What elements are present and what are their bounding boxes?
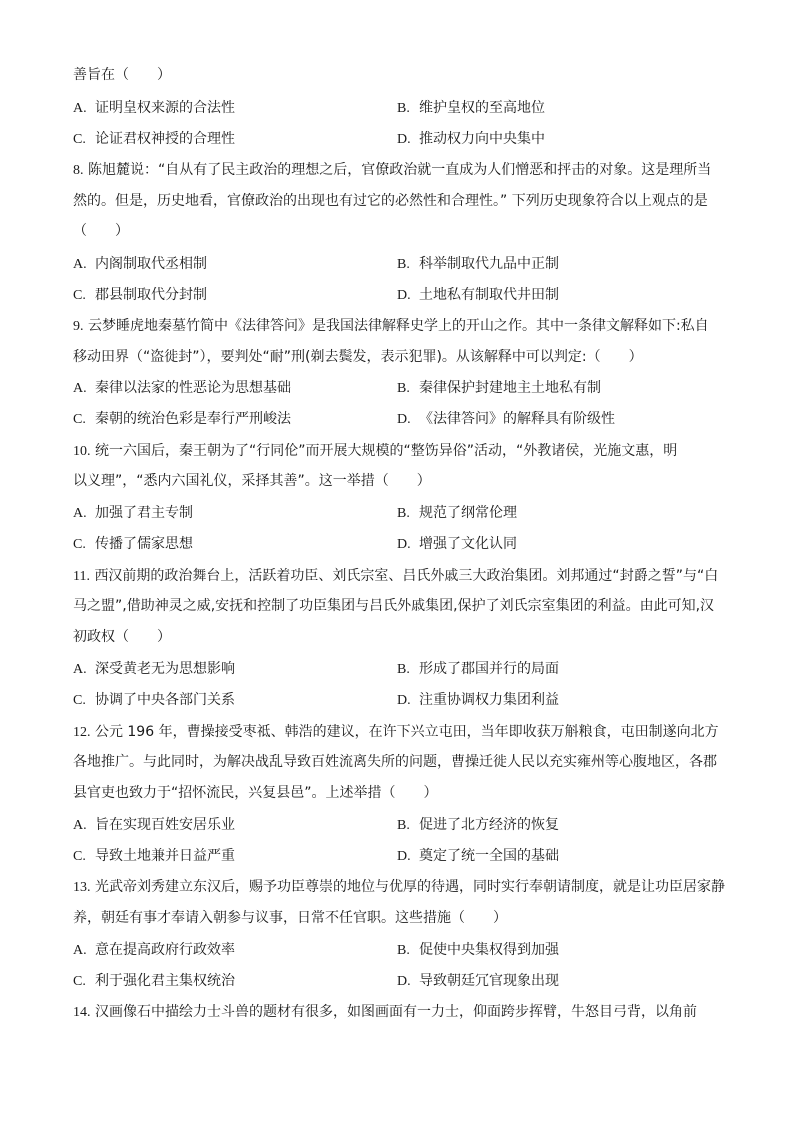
q12-stem-line-1: 12. 公元 196 年，曹操接受枣祗、韩浩的建议，在许下兴立屯田，当年即收获万斛粮食，屯田制遂向北方 (73, 724, 719, 740)
q10-option-b[interactable]: B. 规范了纲常伦理 (397, 505, 517, 521)
q10-option-d[interactable]: D. 增强了文化认同 (397, 536, 517, 552)
q12-stem-line-3: 县官吏也致力于“招怀流民，兴复县邑”。上述举措（ ） (73, 785, 438, 801)
q7-stem-line-1: 善旨在（ ） (73, 67, 171, 83)
q13-stem-line-1: 13. 光武帝刘秀建立东汉后，赐予功臣尊崇的地位与优厚的待遇，同时实行奉朝请制度，就是让功臣居家静 (73, 879, 725, 895)
q9-stem-line-2: 移动田界（“盗徙封”），要判处“耐”刑(剃去鬓发，表示犯罪)。从该解释中可以判定:（ ） (73, 349, 643, 365)
q12-option-b[interactable]: B. 促进了北方经济的恢复 (397, 817, 559, 833)
q8-stem-line-2: 然的。但是，历史地看，官僚政治的出现也有过它的必然性和合理性。” 下列历史现象符合以上观点的是 (73, 193, 708, 209)
q13-option-c[interactable]: C. 利于强化君主集权统治 (73, 973, 235, 989)
q9-option-d[interactable]: D. 《法律答问》的解释具有阶级性 (397, 411, 615, 427)
q8-number: 8. (73, 163, 84, 178)
q8-option-d[interactable]: D. 土地私有制取代井田制 (397, 287, 559, 303)
q12-option-c[interactable]: C. 导致土地兼并日益严重 (73, 848, 235, 864)
q14-stem-line-1: 14. 汉画像石中描绘力士斗兽的题材有很多，如图画面有一力士，仰面跨步挥臂，牛怒目弓背，以角前 (73, 1004, 697, 1020)
q11-stem-line-3: 初政权（ ） (73, 629, 171, 645)
q10-option-c[interactable]: C. 传播了儒家思想 (73, 536, 193, 552)
q13-stem-line-2: 养，朝廷有事才奉请入朝参与议事，日常不任官职。这些措施（ ） (73, 910, 507, 926)
q11-number: 11. (73, 569, 90, 584)
q11-stem-line-1: 11. 西汉前期的政治舞台上，活跃着功臣、刘氏宗室、吕氏外戚三大政治集团。刘邦通过“封爵之誓”与“白 (73, 568, 719, 584)
q13-option-d[interactable]: D. 导致朝廷冗官现象出现 (397, 973, 559, 989)
q7-option-b[interactable]: B. 维护皇权的至高地位 (397, 100, 545, 116)
q8-stem-line-3: （ ） (73, 223, 129, 239)
q8-stem-line-1: 8. 陈旭麓说：“自从有了民主政治的理想之后，官僚政治就一直成为人们憎恶和抨击的对象。这是理所当 (73, 162, 712, 178)
q9-option-a[interactable]: A. 秦律以法家的性恶论为思想基础 (73, 380, 291, 396)
q9-stem-line-1: 9. 云梦睡虎地秦墓竹简中《法律答问》是我国法律解释史学上的开山之作。其中一条律文解释如下:私自 (73, 318, 709, 334)
q12-number: 12. (73, 725, 91, 740)
q13-number: 13. (73, 880, 91, 895)
q7-option-d[interactable]: D. 推动权力向中央集中 (397, 131, 545, 147)
q14-number: 14. (73, 1005, 91, 1020)
q10-number: 10. (73, 444, 91, 459)
q12-option-a[interactable]: A. 旨在实现百姓安居乐业 (73, 817, 235, 833)
q9-number: 9. (73, 319, 84, 334)
q8-option-b[interactable]: B. 科举制取代九品中正制 (397, 256, 559, 272)
q10-stem-line-2: 以义理”，“悉内六国礼仪，采择其善”。这一举措（ ） (73, 473, 431, 489)
q13-option-b[interactable]: B. 促使中央集权得到加强 (397, 942, 559, 958)
q9-option-c[interactable]: C. 秦朝的统治色彩是奉行严刑峻法 (73, 411, 291, 427)
q8-option-c[interactable]: C. 郡县制取代分封制 (73, 287, 207, 303)
q12-option-d[interactable]: D. 奠定了统一全国的基础 (397, 848, 559, 864)
q9-option-b[interactable]: B. 秦律保护封建地主土地私有制 (397, 380, 601, 396)
q7-option-a[interactable]: A. 证明皇权来源的合法性 (73, 100, 235, 116)
q11-option-b[interactable]: B. 形成了郡国并行的局面 (397, 661, 559, 677)
q11-stem-line-2: 马之盟”,借助神灵之威,安抚和控制了功臣集团与吕氏外戚集团,保护了刘氏宗室集团的利益。由此可知,汉 (73, 598, 715, 614)
q12-stem-line-2: 各地推广。与此同时，为解决战乱导致百姓流离失所的问题，曹操迁徙人民以充实雍州等心腹地区，各郡 (73, 754, 717, 770)
q10-option-a[interactable]: A. 加强了君主专制 (73, 505, 193, 521)
q7-option-c[interactable]: C. 论证君权神授的合理性 (73, 131, 235, 147)
q11-option-c[interactable]: C. 协调了中央各部门关系 (73, 692, 235, 708)
q13-option-a[interactable]: A. 意在提高政府行政效率 (73, 942, 235, 958)
q11-option-a[interactable]: A. 深受黄老无为思想影响 (73, 661, 235, 677)
q11-option-d[interactable]: D. 注重协调权力集团利益 (397, 692, 559, 708)
q10-stem-line-1: 10. 统一六国后，秦王朝为了“行同伦”而开展大规模的“整饬异俗”活动，“外教诸侯，光施文惠，明 (73, 443, 678, 459)
q8-option-a[interactable]: A. 内阁制取代丞相制 (73, 256, 207, 272)
